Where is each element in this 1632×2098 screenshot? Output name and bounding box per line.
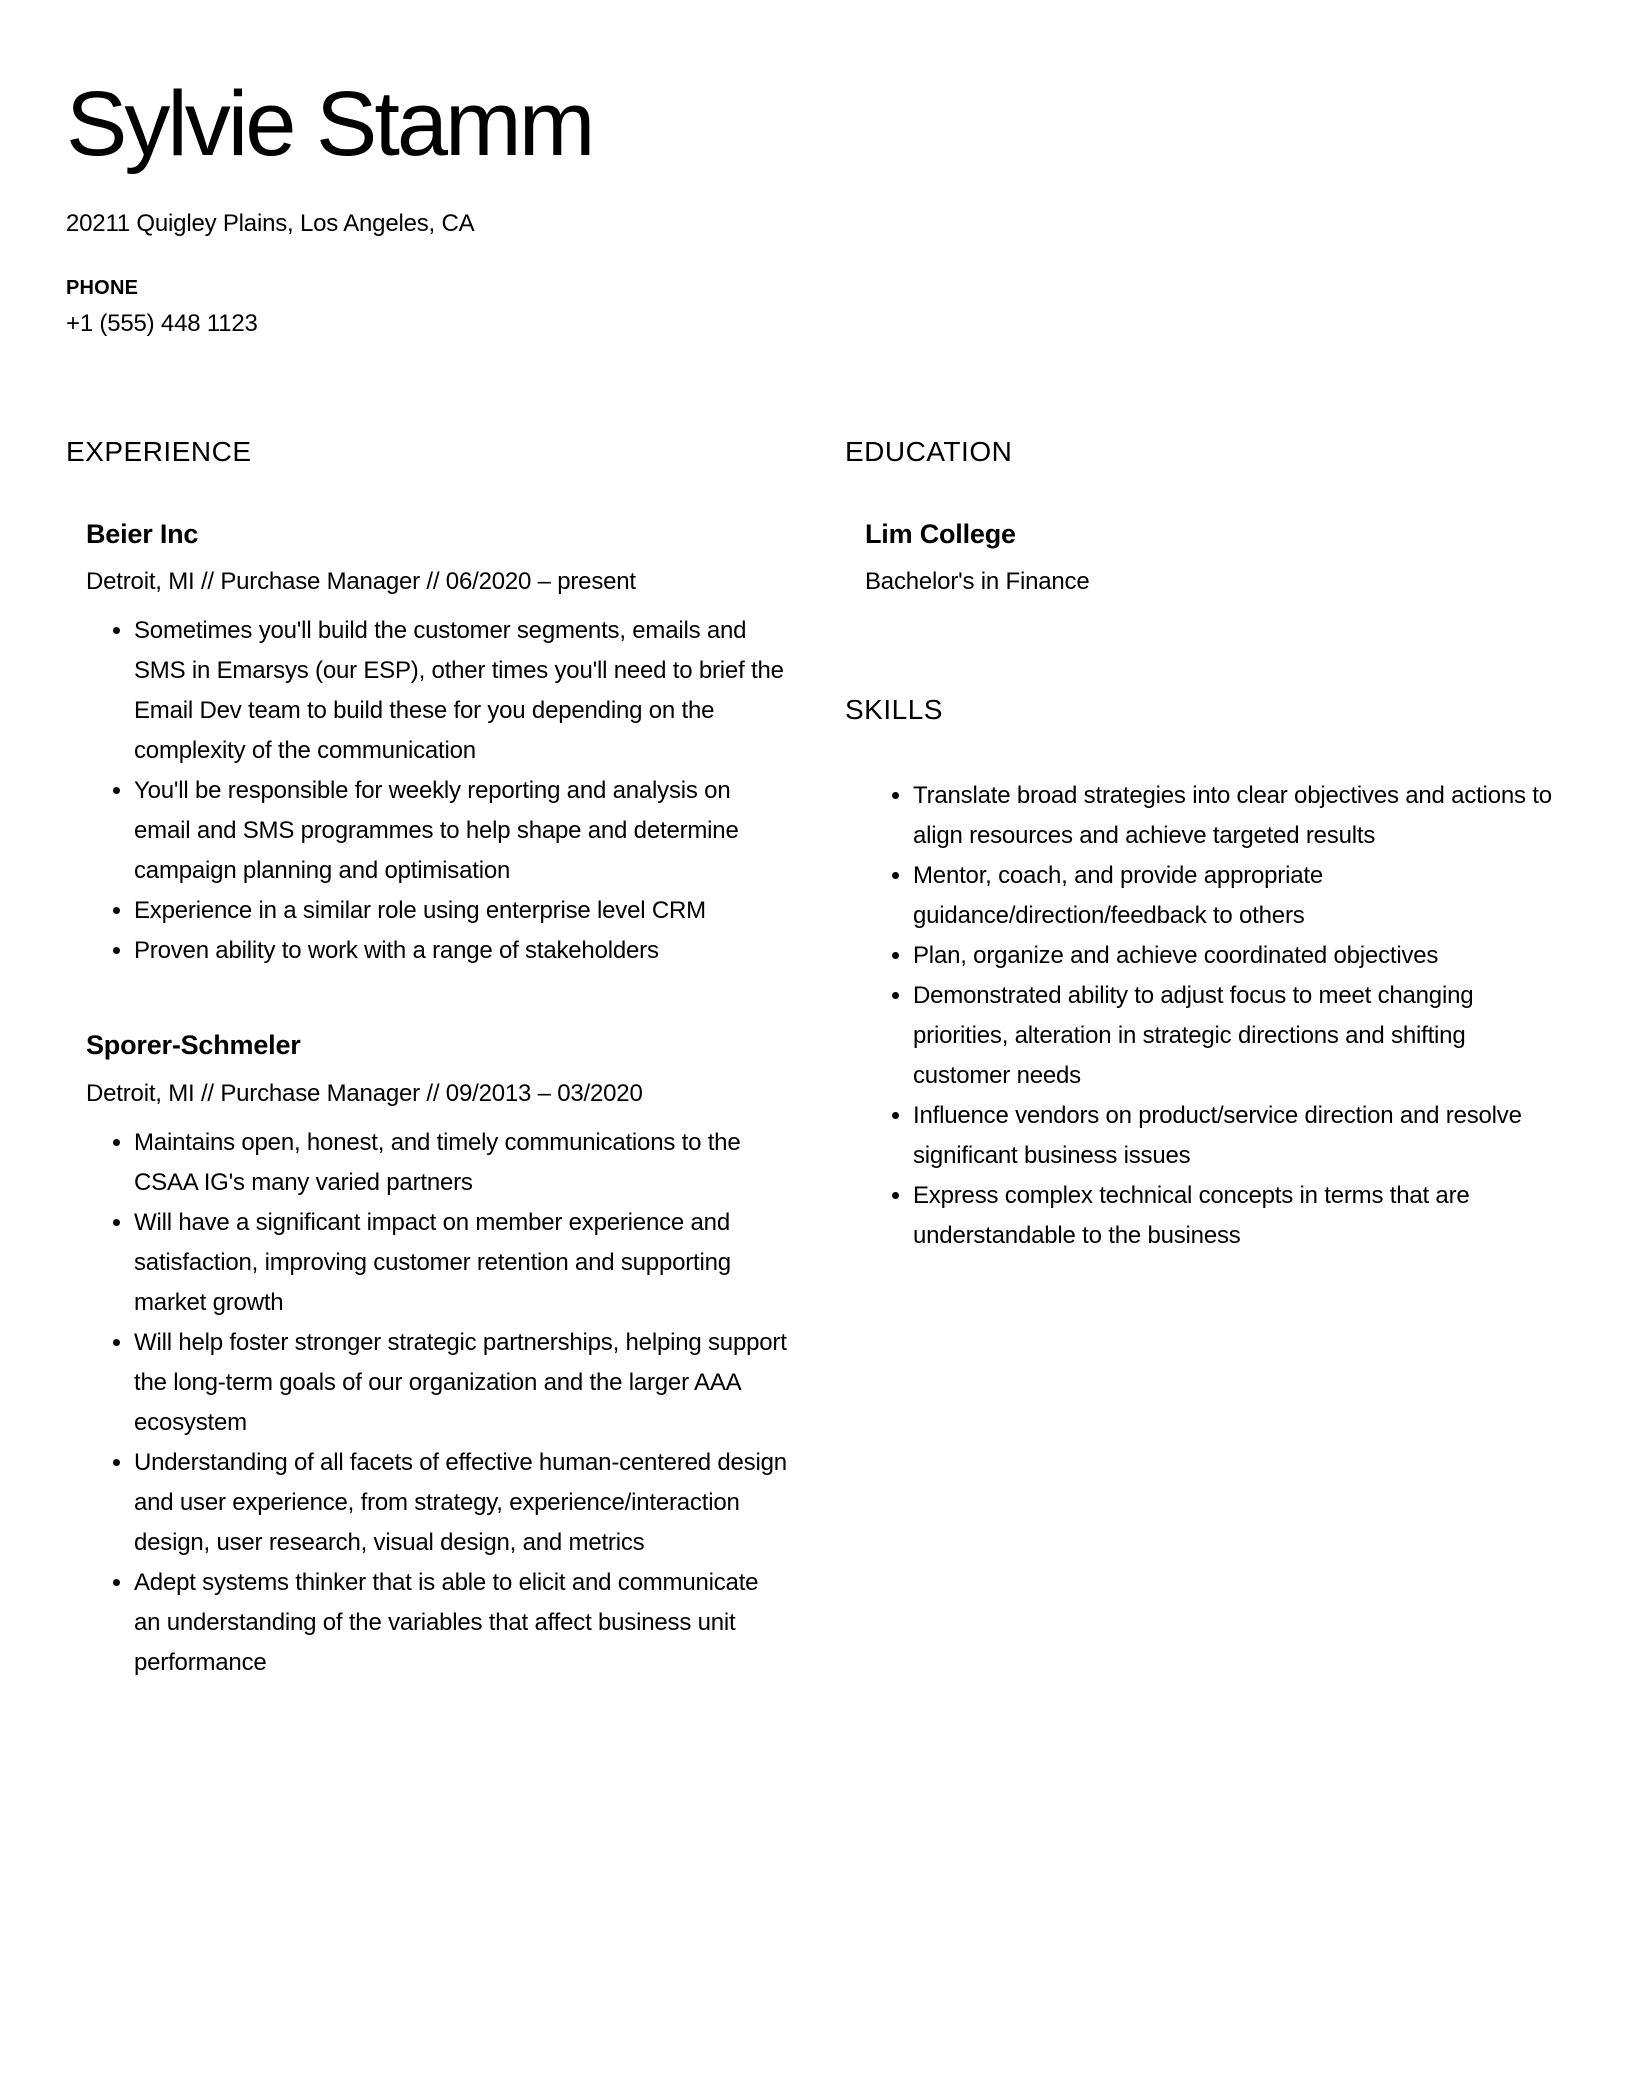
- skills-block: [845, 776, 1568, 1256]
- experience-section-title: EXPERIENCE: [66, 435, 252, 467]
- job-entry-beier: [66, 518, 789, 972]
- skills-section-title: SKILLS: [845, 694, 943, 726]
- school-entry: [845, 518, 1568, 598]
- education-section: [845, 435, 1568, 598]
- skills-section: [845, 693, 1568, 1256]
- job-bullet-list: [86, 1123, 789, 1683]
- job-bullet: • Will help foster stronger strategic partnerships, helping support the long-term goals of our organization and the larger AAA ecosystem: [134, 1323, 789, 1443]
- job-bullet: • You'll be responsible for weekly reporting and analysis on email and SMS programmes to help shape and determine campaign planning and optimisation: [134, 771, 789, 891]
- phone-label: PHONE: [66, 276, 139, 299]
- job-bullet-list: [86, 611, 789, 971]
- person-name: Sylvie Stamm: [66, 73, 593, 175]
- skill-bullet: • Influence vendors on product/service direction and resolve significant business issues: [913, 1096, 1568, 1176]
- skill-bullet: • Demonstrated ability to adjust focus to meet changing priorities, alteration in strategic directions and shifting customer needs: [913, 976, 1568, 1096]
- address-line: 20211 Quigley Plains, Los Angeles, CA: [66, 210, 475, 237]
- job-meta: Detroit, MI // Purchase Manager // 09/2013 – 03/2020: [86, 1079, 643, 1107]
- right-column: [845, 435, 1568, 1257]
- company-name: Beier Inc: [86, 518, 199, 549]
- job-bullet: • Experience in a similar role using enterprise level CRM: [134, 891, 789, 931]
- resume-header: [66, 73, 1568, 339]
- resume-body: [66, 435, 1568, 1741]
- job-meta: Detroit, MI // Purchase Manager // 06/2020 – present: [86, 568, 636, 596]
- school-name: Lim College: [865, 518, 1016, 549]
- experience-section: [66, 435, 789, 1741]
- degree: Bachelor's in Finance: [865, 568, 1090, 596]
- job-bullet: • Will have a significant impact on member experience and satisfaction, improving customer retention and supporting market growth: [134, 1203, 789, 1323]
- skill-bullet: • Mentor, coach, and provide appropriate guidance/direction/feedback to others: [913, 856, 1568, 936]
- job-entry-sporer-schmeler: [66, 1029, 789, 1683]
- job-bullet: • Sometimes you'll build the customer segments, emails and SMS in Emarsys (our ESP), other times you'll need to brief the Email Dev team to build these for you depending on the complexity of the communication: [134, 611, 789, 771]
- education-section-title: EDUCATION: [845, 435, 1013, 467]
- skill-bullet: • Express complex technical concepts in terms that are understandable to the business: [913, 1176, 1568, 1256]
- skill-bullet: • Translate broad strategies into clear objectives and actions to align resources and achieve targeted results: [913, 776, 1568, 856]
- job-bullet: • Adept systems thinker that is able to elicit and communicate an understanding of the variables that affect business unit performance: [134, 1563, 789, 1683]
- job-bullet: • Understanding of all facets of effective human-centered design and user experience, from strategy, experience/interaction design, user research, visual design, and metrics: [134, 1443, 789, 1563]
- phone-number: +1 (555) 448 1123: [66, 309, 258, 337]
- job-bullet: • Proven ability to work with a range of stakeholders: [134, 931, 789, 971]
- skills-bullet-list: [865, 776, 1568, 1256]
- company-name: Sporer-Schmeler: [86, 1030, 301, 1061]
- job-bullet: • Maintains open, honest, and timely communications to the CSAA IG's many varied partners: [134, 1123, 789, 1203]
- skill-bullet: • Plan, organize and achieve coordinated objectives: [913, 936, 1568, 976]
